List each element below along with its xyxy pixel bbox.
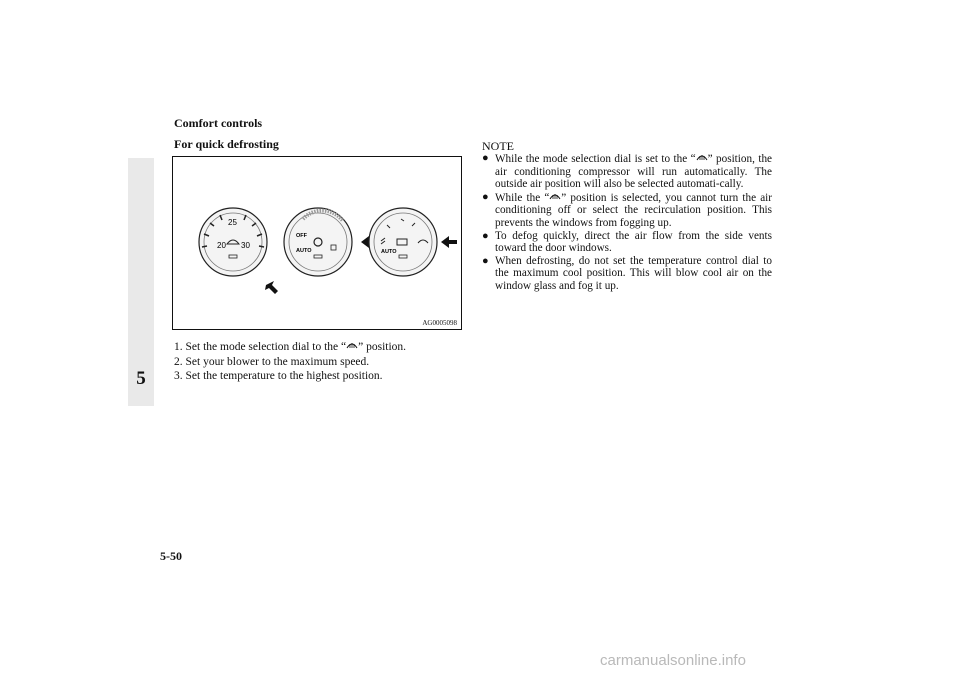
page-number: 5-50 (160, 549, 182, 563)
blower-dial (284, 208, 352, 276)
note-item: ● When defrosting, do not set the temperature control dial to the maximum cool position. This will blow cool air on the window glass and fog it up. (482, 254, 772, 292)
section-title: Comfort controls (174, 116, 263, 130)
bullet-icon: ● (482, 152, 489, 164)
chapter-number: 5 (136, 368, 146, 389)
temperature-dial (199, 208, 267, 276)
note-item: ● While the “ ” position is selected, you cannot turn the air conditioning off or select the recirculation position. This prevents the windows from fogging up. (482, 190, 772, 229)
arrow-pointer-icon (265, 281, 278, 294)
defrost-icon (346, 340, 358, 350)
watermark[interactable]: carmanualsonline.info (600, 652, 746, 669)
blower-label-auto: AUTO (296, 248, 312, 254)
blower-label-off: OFF (296, 233, 307, 239)
figure-code: AG0005098 (422, 319, 457, 327)
mode-dial (369, 208, 437, 276)
temp-label-30: 30 (241, 241, 250, 250)
steps-list (174, 340, 406, 384)
climate-control-figure (172, 156, 462, 330)
note-item: ● While the mode selection dial is set to the “ ” position, the air conditioning compressor will run automatically. The outside air position will also be selected automati-cally. (482, 152, 772, 191)
temp-label-25: 25 (228, 218, 237, 227)
defrost-icon (696, 152, 708, 162)
step-item: 2. Set your blower to the maximum speed. (174, 355, 370, 368)
arrow-pointer-icon (441, 236, 457, 248)
bullet-icon: ● (482, 254, 489, 267)
note-item: ● To defog quickly, direct the air flow from the side vents toward the door windows. (482, 229, 772, 255)
note-title: NOTE (482, 139, 514, 153)
temp-label-20: 20 (217, 241, 226, 250)
bullet-icon: ● (482, 190, 489, 203)
defrost-icon (549, 191, 561, 201)
subheading: For quick defrosting (174, 137, 279, 151)
climate-dials-illustration (173, 157, 463, 331)
notes-list (482, 152, 772, 293)
step-item: 1. Set the mode selection dial to the “ ” position. (174, 341, 407, 353)
mode-label-auto: AUTO (381, 249, 397, 255)
step-item: 3. Set the temperature to the highest position. (174, 370, 383, 382)
bullet-icon: ● (482, 229, 489, 242)
